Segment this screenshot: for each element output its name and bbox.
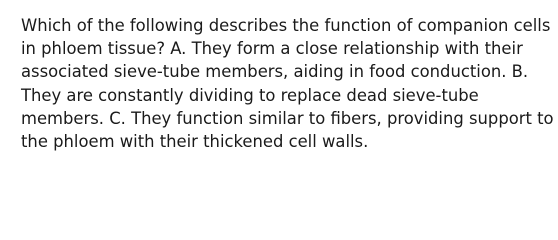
question-line: They are constantly dividing to replace dead sieve-tube [21,85,479,105]
question-line: in phloem tissue? A. They form a close relationship with their [21,39,523,59]
question-line: the phloem with their thickened cell walls. [21,132,369,152]
question-text [21,14,554,153]
question-line: Which of the following describes the function of companion cells [21,16,551,35]
question-line: members. C. They function similar to fibers, providing support to [21,108,554,128]
question-line: associated sieve-tube members, aiding in food conduction. B. [21,62,529,82]
